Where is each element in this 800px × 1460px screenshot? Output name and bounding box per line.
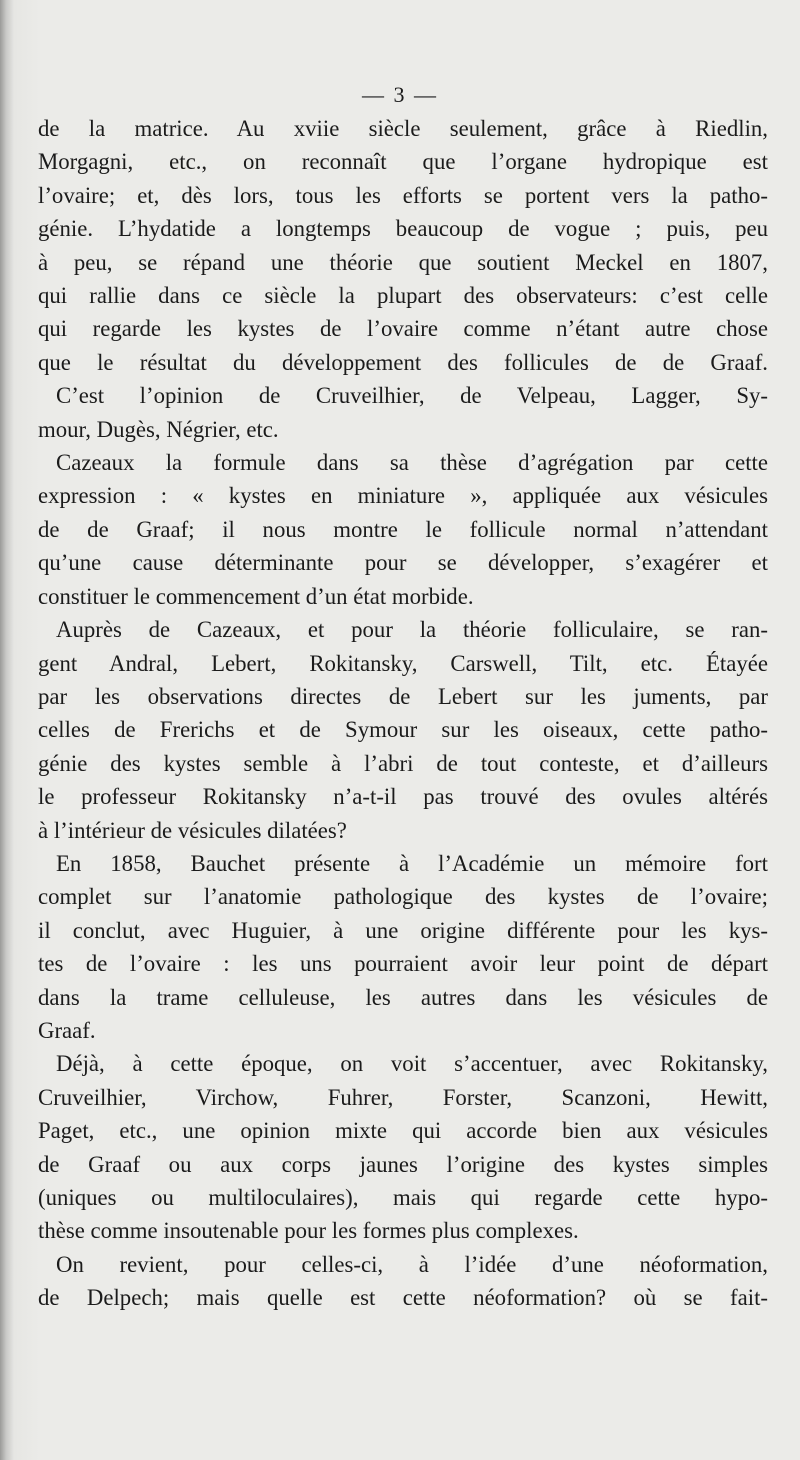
text-line: par les observations directes de Lebert sur les juments, par bbox=[38, 683, 768, 709]
text-line: tes de l’ovaire : les uns pourraient avoir leur point de départ bbox=[38, 951, 768, 977]
text-line: complet sur l’anatomie pathologique des kystes de l’ovaire; bbox=[38, 884, 768, 910]
text-line: qui rallie dans ce siècle la plupart des observateurs: c’est celle bbox=[38, 283, 768, 309]
text-line: à l’intérieur de vésicules dilatées? bbox=[38, 817, 347, 843]
text-line: gent Andral, Lebert, Rokitansky, Carswell, Tilt, etc. Étayée bbox=[38, 650, 768, 676]
text-line: qui regarde les kystes de l’ovaire comme n’étant autre chose bbox=[38, 316, 768, 342]
text-line: génie des kystes semble à l’abri de tout conteste, et d’ailleurs bbox=[38, 750, 768, 776]
text-line: Auprès de Cazeaux, et pour la théorie folliculaire, se ran- bbox=[56, 617, 768, 643]
text-line: Cazeaux la formule dans sa thèse d’agrégation par cette bbox=[56, 450, 768, 476]
text-line: de Delpech; mais quelle est cette néoformation? où se fait- bbox=[38, 1285, 768, 1311]
text-line: En 1858, Bauchet présente à l’Académie un mémoire fort bbox=[56, 850, 768, 876]
text-line: Graaf. bbox=[38, 1017, 96, 1043]
text-line: à peu, se répand une théorie que soutient Meckel en 1807, bbox=[38, 249, 768, 275]
text-line: l’ovaire; et, dès lors, tous les efforts se portent vers la patho- bbox=[38, 182, 768, 208]
text-line: génie. L’hydatide a longtemps beaucoup de vogue ; puis, peu bbox=[38, 216, 768, 242]
text-line: Déjà, à cette époque, on voit s’accentuer, avec Rokitansky, bbox=[56, 1051, 768, 1077]
text-line: dans la trame celluleuse, les autres dans les vésicules de bbox=[38, 984, 768, 1010]
text-line: Morgagni, etc., on reconnaît que l’organe hydropique est bbox=[38, 149, 768, 175]
text-line: de de Graaf; il nous montre le follicule normal n’attendant bbox=[38, 516, 768, 542]
text-line: qu’une cause déterminante pour se développer, s’exagérer et bbox=[38, 550, 768, 576]
text-line: Paget, etc., une opinion mixte qui accorde bien aux vésicules bbox=[38, 1118, 768, 1144]
text-line: On revient, pour celles-ci, à l’idée d’une néoformation, bbox=[56, 1251, 768, 1277]
text-line: le professeur Rokitansky n’a-t-il pas trouvé des ovules altérés bbox=[38, 784, 768, 810]
text-line: que le résultat du développement des follicules de de Graaf. bbox=[38, 349, 768, 375]
text-line: de Graaf ou aux corps jaunes l’origine des kystes simples bbox=[38, 1151, 768, 1177]
text-line: (uniques ou multiloculaires), mais qui regarde cette hypo- bbox=[38, 1185, 768, 1210]
text-line: constituer le commencement d’un état morbide. bbox=[38, 583, 474, 609]
text-line: mour, Dugès, Négrier, etc. bbox=[38, 416, 279, 442]
body-text bbox=[38, 112, 768, 1315]
text-line: C’est l’opinion de Cruveilhier, de Velpeau, Lagger, Sy- bbox=[56, 383, 768, 409]
page-number: — 3 — bbox=[362, 82, 438, 107]
text-line: celles de Frerichs et de Symour sur les oiseaux, cette patho- bbox=[38, 717, 768, 743]
text-line: de la matrice. Au xviie siècle seulement, grâce à Riedlin, bbox=[38, 116, 768, 141]
text-line: thèse comme insoutenable pour les formes plus complexes. bbox=[38, 1218, 579, 1244]
text-line: Cruveilhier, Virchow, Fuhrer, Forster, Scanzoni, Hewitt, bbox=[38, 1084, 768, 1110]
text-line: il conclut, avec Huguier, à une origine différente pour les kys- bbox=[38, 917, 768, 943]
text-line: expression : « kystes en miniature », appliquée aux vésicules bbox=[38, 483, 768, 509]
